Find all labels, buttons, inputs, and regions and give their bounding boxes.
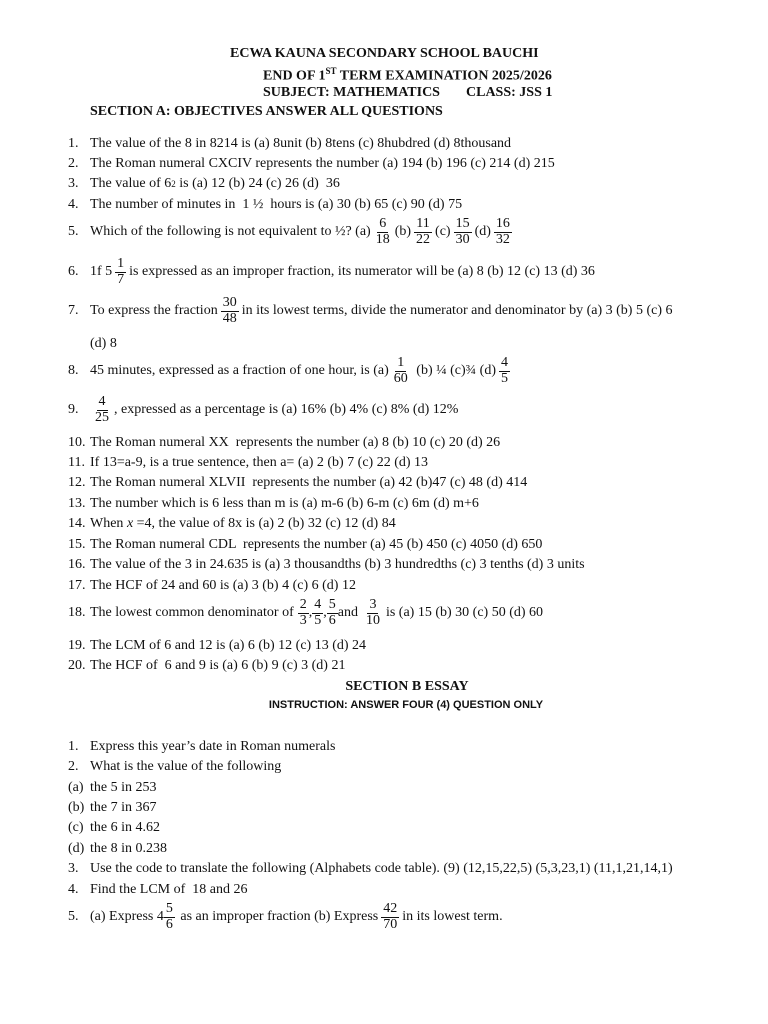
question-a7-continued: (d) 8 — [90, 336, 117, 351]
fraction: $\frac{1}{7}$ — [117, 256, 125, 287]
question-a11: 11. If 13=a-9, is a true sentence, then a= (a) 2 (b) 7 (c) 22 (d) 13 — [68, 455, 429, 470]
school-name: ECWA KAUNA SECONDARY SCHOOL BAUCHI — [230, 46, 539, 61]
question-a16: 16. The value of the 3 in 24.635 is (a) 3 thousandths (b) 3 hundredths (c) 3 tenths (d) 3 units — [68, 557, 585, 572]
fraction: $\frac{42}{70}$ — [383, 901, 398, 932]
fraction: $\frac{4}{5}$ — [314, 597, 322, 628]
question-a2: 2. The Roman numeral CXCIV represents the number (a) 194 (b) 196 (c) 214 (d) 215 — [68, 156, 555, 171]
fraction: $\frac{16}{32}$ — [495, 216, 510, 247]
question-a12: 12. The Roman numeral XLVII represents the number (a) 42 (b)47 (c) 48 (d) 414 — [68, 475, 528, 490]
question-a7: 7. To express the fraction $\frac{30}{48}$ in its lowest terms, divide the numerator and denominator by (a) 3 (b) 5 (c) 6 — [68, 295, 673, 326]
question-a8: 8. 45 minutes, expressed as a fraction of one hour, is (a) $\frac{1}{60}$ (b) ¼ (c)¾ (d) $\frac{4}{5}$ — [68, 355, 508, 386]
question-b2c: (c) the 6 in 4.62 — [68, 820, 160, 835]
question-a14: 14. When x =4, the value of 8x is (a) 2 (b) 32 (c) 12 (d) 84 — [68, 516, 396, 531]
section-b-title: SECTION B ESSAY — [345, 679, 469, 694]
question-b2a: (a) the 5 in 253 — [68, 780, 157, 795]
question-b5: 5. (a) Express 4 $\frac{5}{6}$ as an improper fraction (b) Express $\frac{42}{70}$ in its lowest term. — [68, 901, 503, 932]
fraction: $\frac{5}{6}$ — [328, 597, 336, 628]
question-a13: 13. The number which is 6 less than m is (a) m-6 (b) 6-m (c) 6m (d) m+6 — [68, 496, 479, 511]
question-b2: 2. What is the value of the following — [68, 759, 282, 774]
fraction: $\frac{4}{25}$ — [95, 394, 109, 425]
question-b1: 1. Express this year’s date in Roman numerals — [68, 739, 336, 754]
fraction: $\frac{5}{6}$ — [165, 901, 173, 932]
exam-title: END OF 1ST TERM EXAMINATION 2025/2026 — [263, 66, 552, 84]
question-a6: 6. 1f 5 $\frac{1}{7}$ is expressed as an improper fraction, its numerator will be (a) 8 (b) 12 (c) 13 (d) 36 — [68, 256, 595, 287]
fraction: $\frac{4}{5}$ — [500, 355, 508, 386]
question-a15: 15. The Roman numeral CDL represents the number (a) 45 (b) 450 (c) 4050 (d) 650 — [68, 537, 543, 552]
question-a20: 20. The HCF of 6 and 9 is (a) 6 (b) 9 (c) 3 (d) 21 — [68, 658, 346, 673]
question-a1: 1. The value of the 8 in 8214 is (a) 8unit (b) 8tens (c) 8hubdred (d) 8thousand — [68, 136, 512, 151]
fraction: $\frac{1}{60}$ — [393, 355, 408, 386]
fraction: $\frac{11}{22}$ — [416, 216, 431, 247]
fraction: $\frac{3}{10}$ — [365, 597, 380, 628]
section-a-title: SECTION A: OBJECTIVES ANSWER ALL QUESTIONS — [90, 104, 443, 119]
fraction: $\frac{6}{18}$ — [375, 216, 390, 247]
question-a3: 3. The value of 6 2 is (a) 12 (b) 24 (c) 26 (d) 36 — [68, 176, 340, 191]
question-b4: 4. Find the LCM of 18 and 26 — [68, 882, 248, 897]
subject-label: SUBJECT: MATHEMATICS — [263, 85, 440, 100]
question-a17: 17. The HCF of 24 and 60 is (a) 3 (b) 4 (c) 6 (d) 12 — [68, 578, 356, 593]
question-b2b: (b) the 7 in 367 — [68, 800, 157, 815]
question-a19: 19. The LCM of 6 and 12 is (a) 6 (b) 12 (c) 13 (d) 24 — [68, 638, 367, 653]
question-b2d: (d) the 8 in 0.238 — [68, 841, 167, 856]
class-label: CLASS: JSS 1 — [466, 85, 553, 100]
fraction: $\frac{15}{30}$ — [455, 216, 470, 247]
fraction: $\frac{30}{48}$ — [222, 295, 237, 326]
question-b3: 3. Use the code to translate the following (Alphabets code table). (9) (12,15,22,5) (5,3,23,1) (11,1,21,14,1) — [68, 861, 673, 876]
section-b-instruction: INSTRUCTION: ANSWER FOUR (4) QUESTION ONLY — [268, 699, 544, 711]
fraction: $\frac{2}{3}$ — [299, 597, 307, 628]
question-a18: 18. The lowest common denominator of $\frac{2}{3}$ , $\frac{4}{5}$ , $\frac{5}{6}$ and $\frac{3}{10}$ is (a) 15 (b) 30 (c) 50 (d) 60 — [68, 597, 544, 628]
question-a10: 10. The Roman numeral XX represents the number (a) 8 (b) 10 (c) 20 (d) 26 — [68, 435, 501, 450]
question-a9: 9. $\frac{4}{25}$ , expressed as a percentage is (a) 16% (b) 4% (c) 8% (d) 12% — [68, 394, 459, 425]
question-a5: 5. Which of the following is not equivalent to ½? (a) $\frac{6}{18}$ (b) $\frac{11}{22}$ (c) $\frac{15}{30}$ (d) $\frac{16}{32}$ — [68, 216, 510, 247]
question-a4: 4. The number of minutes in 1 ½ hours is (a) 30 (b) 65 (c) 90 (d) 75 — [68, 197, 463, 212]
